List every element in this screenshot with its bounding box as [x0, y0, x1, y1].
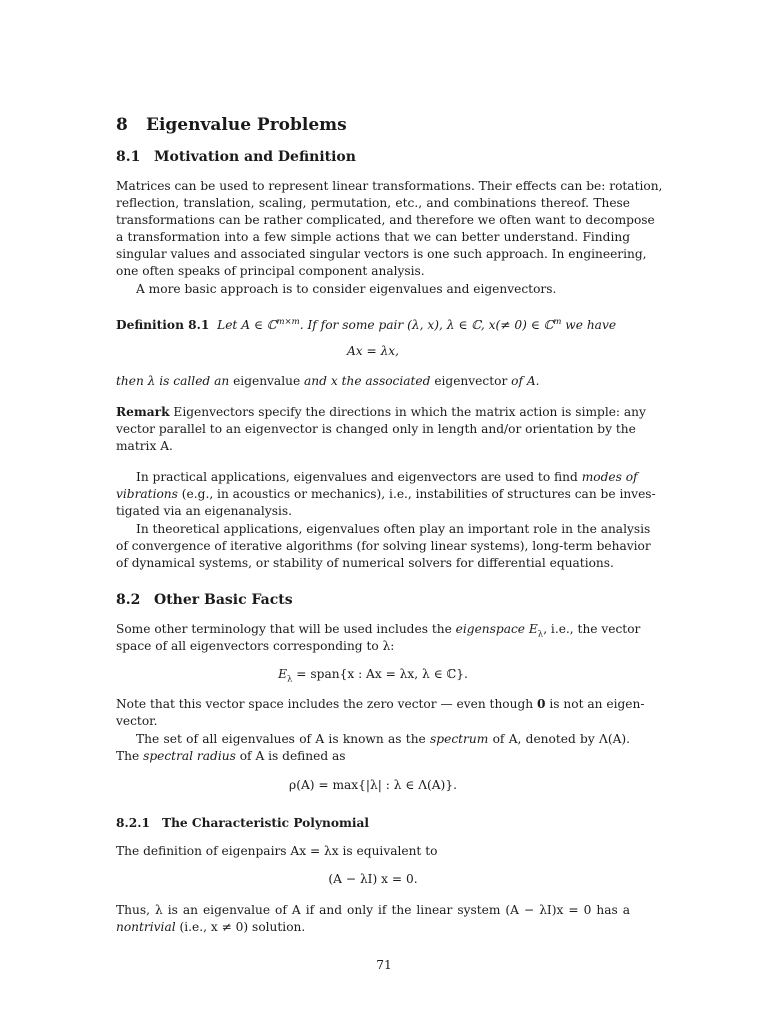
para-text: Some other terminology that will be used includes the	[116, 622, 456, 636]
subsection-number: 8.2.1	[116, 816, 150, 830]
bold-math: 0	[537, 697, 546, 711]
defined-term: eigenvector	[434, 374, 508, 388]
para-text: of A is defined as	[235, 749, 346, 763]
definition-text: then λ is called an	[116, 374, 234, 388]
para-text: In practical applications, eigenvalues and eigenvectors are used to find	[136, 470, 582, 484]
definition-text: . If for some pair (λ, x), λ ∈ ℂ, x(≠ 0) ∈ ℂ	[299, 318, 554, 333]
para-line: space of all eigenvectors corresponding to λ:	[116, 639, 395, 653]
para-line	[116, 469, 638, 486]
section-number: 8.2	[116, 592, 141, 608]
para-line: singular values and associated singular vectors is one such approach. In engineering,	[116, 247, 647, 261]
remark-line	[116, 404, 646, 421]
para-line: of convergence of iterative algorithms (for solving linear systems), long-term behavior	[116, 539, 651, 553]
para-line	[116, 919, 630, 936]
para-text: (i.e., x ≠ 0) solution.	[175, 920, 306, 934]
math-text: E	[525, 622, 538, 636]
equation-text: Ax = λx,	[346, 344, 400, 358]
spectral-radius-equation: ρ(A) = max{|λ| : λ ∈ Λ(A)}.	[289, 778, 457, 792]
section-title: Motivation and Definition	[154, 149, 356, 165]
math-text: E	[278, 667, 288, 681]
para-line: a transformation into a few simple actions that we can better understand. Finding	[116, 230, 630, 244]
definition-text: and x the associated	[300, 374, 435, 388]
definition-label: Definition 8.1	[116, 318, 210, 333]
emphasis-text: eigenspace	[455, 622, 526, 636]
para-text: The set of all eigenvalues of A is known as the	[136, 732, 431, 746]
definition-sup: m×m	[276, 317, 300, 327]
chapter-title: Eigenvalue Problems	[146, 115, 347, 135]
para-line	[116, 486, 656, 503]
remark-text: Eigenvectors specify the directions in which the matrix action is simple: any	[173, 405, 646, 419]
para-text: is not an eigen-	[545, 697, 645, 711]
definition-conclusion	[116, 373, 630, 390]
characteristic-equation: (A − λI) x = 0.	[328, 872, 418, 886]
subsection-heading	[116, 815, 630, 832]
defined-term: eigenvalue	[233, 374, 301, 388]
remark-line: matrix A.	[116, 439, 173, 453]
remark-line: vector parallel to an eigenvector is changed only in length and/or orientation by the	[116, 422, 636, 436]
definition-text: of A.	[507, 374, 540, 388]
emphasis-text: modes of	[581, 470, 638, 484]
para-line	[116, 748, 630, 765]
para-line: A more basic approach is to consider eigenvalues and eigenvectors.	[136, 282, 557, 296]
para-text: (e.g., in acoustics or mechanics), i.e., instabilities of structures can be inves-	[177, 487, 656, 501]
emphasis-text: vibrations	[116, 487, 178, 501]
para-line: reflection, translation, scaling, permutation, etc., and combinations thereof. These	[116, 196, 630, 210]
para-line: vector.	[116, 714, 158, 728]
definition-text: Let A ∈ ℂ	[217, 318, 277, 333]
emphasis-text: spectrum	[430, 732, 489, 746]
math-text: = span{x : Ax = λx, λ ∈ ℂ}.	[292, 667, 468, 681]
section-title: Other Basic Facts	[154, 592, 293, 608]
para-line	[116, 731, 630, 748]
definition-line	[116, 314, 630, 334]
emphasis-text: spectral radius	[143, 749, 236, 763]
subsection-title: The Characteristic Polynomial	[162, 816, 370, 830]
para-text: , i.e., the vector	[543, 622, 641, 636]
para-line: transformations can be rather complicated, and therefore we often want to decompose	[116, 213, 655, 227]
para-line: Thus, λ is an eigenvalue of A if and only if the linear system (A − λI)x = 0 has a	[116, 903, 630, 917]
definition-sup: m	[553, 317, 562, 327]
para-line: Matrices can be used to represent linear transformations. Their effects can be: rotation,	[116, 179, 663, 193]
section-heading	[116, 148, 630, 167]
eigenspace-equation	[116, 666, 630, 688]
remark-label: Remark	[116, 405, 170, 419]
chapter-number: 8	[116, 115, 128, 135]
definition-text: we have	[561, 318, 617, 333]
para-line: of dynamical systems, or stability of numerical solvers for differential equations.	[116, 556, 614, 570]
emphasis-text: nontrivial	[116, 920, 176, 934]
definition-equation	[116, 343, 630, 360]
para-line: In theoretical applications, eigenvalues often play an important role in the analysis	[136, 522, 651, 536]
para-text: The	[116, 749, 144, 763]
para-line: The definition of eigenpairs Ax = λx is equivalent to	[116, 844, 438, 858]
math-sub: λ	[287, 674, 293, 685]
para-text: of A, denoted by Λ(A).	[488, 732, 630, 746]
section-heading	[116, 591, 630, 610]
math-sub: λ	[537, 629, 544, 640]
section-number: 8.1	[116, 149, 141, 165]
para-line: tigated via an eigenanalysis.	[116, 504, 292, 518]
para-line: one often speaks of principal component analysis.	[116, 264, 425, 278]
para-line	[116, 696, 645, 713]
para-text: Note that this vector space includes the zero vector — even though	[116, 697, 538, 711]
page-number: 71	[376, 958, 392, 972]
chapter-heading	[116, 114, 630, 136]
